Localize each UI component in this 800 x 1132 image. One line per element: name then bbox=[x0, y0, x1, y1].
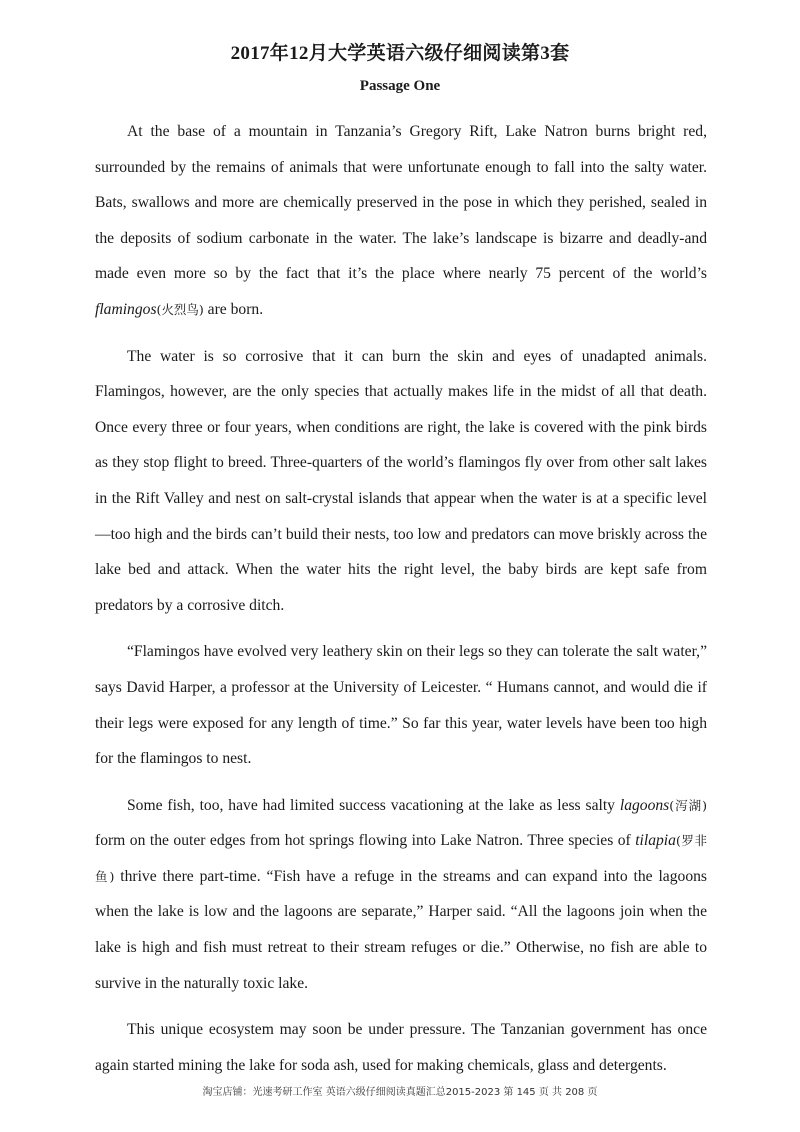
paragraph-4 bbox=[95, 788, 707, 1002]
paragraph-text: This unique ecosystem may soon be under pressure. The Tanzanian government has once again started mining the lake for soda ash, used for making chemicals, glass and detergents. bbox=[95, 1021, 707, 1074]
paragraph-text: Some fish, too, have had limited success vacationing at the lake as less salty bbox=[127, 796, 620, 814]
paragraph-1 bbox=[95, 114, 707, 328]
paragraph-text: At the base of a mountain in Tanzania’s Gregory Rift, Lake Natron burns bright red, surrounded by the remains of animals that were unfortunate enough to fall into the salty water. Bats, swallows and more are chemically preserved in the pose in which they perished, sealed in the deposits of sodium carbonate in the water. The lake’s landscape is bizarre and deadly-and made even more so by the fact that it’s the place where nearly 75 percent of the world’s bbox=[95, 123, 707, 283]
chinese-gloss: (罗非鱼) bbox=[95, 833, 707, 884]
page-footer: 淘宝店铺：光速考研工作室 英语六级仔细阅读真题汇总2015-2023 第 145 页 共 208 页 bbox=[202, 1087, 598, 1098]
paragraph-2 bbox=[95, 339, 707, 624]
paragraph-text: form on the outer edges from hot springs flowing into Lake Natron. Three species of bbox=[95, 832, 636, 850]
paragraph-5 bbox=[95, 1012, 707, 1083]
paragraph-text: are born. bbox=[203, 300, 264, 318]
paragraph-text: “Flamingos have evolved very leathery skin on their legs so they can tolerate the salt water,” says David Harper, a professor at the University of Leicester. “ Humans cannot, and would die if their legs were exposed for any length of time.” So far this year, water levels have been too high for the flamingos to nest. bbox=[95, 643, 707, 768]
paragraph-3 bbox=[95, 634, 707, 776]
italic-term-lagoons: lagoons bbox=[619, 796, 670, 814]
page-title: 2017年12月大学英语六级仔细阅读第3套 bbox=[230, 43, 570, 64]
italic-term-flamingos: flamingos bbox=[95, 300, 157, 318]
paragraph-text: The water is so corrosive that it can burn the skin and eyes of unadapted animals. Flamingos, however, are the only species that actually makes life in the midst of all that death. Once every three or four years, when conditions are right, the lake is covered with the pink birds as they stop flight to breed. Three-quarters of the world’s flamingos fly over from other salt lakes in the Rift Valley and nest on salt-crystal islands that appear when the water is at a specific level—too high and the birds can’t build their nests, too low and predators can move briskly across the lake bed and attack. When the water hits the right level, the baby birds are kept safe from predators by a corrosive ditch. bbox=[95, 347, 707, 614]
passage-body bbox=[95, 114, 707, 1094]
chinese-gloss: (火烈鸟) bbox=[156, 301, 204, 317]
chinese-gloss: (泻湖) bbox=[669, 797, 707, 813]
italic-term-tilapia: tilapia bbox=[635, 832, 676, 850]
paragraph-text: thrive there part-time. “Fish have a refuge in the streams and can expand into the lagoons when the lake is low and the lagoons are separate,” Harper said. “All the lagoons join when the lake is high and fish must retreat to their stream refuges or die.” Otherwise, no fish are able to survive in the naturally toxic lake. bbox=[95, 867, 707, 992]
passage-heading: Passage One bbox=[359, 78, 441, 94]
